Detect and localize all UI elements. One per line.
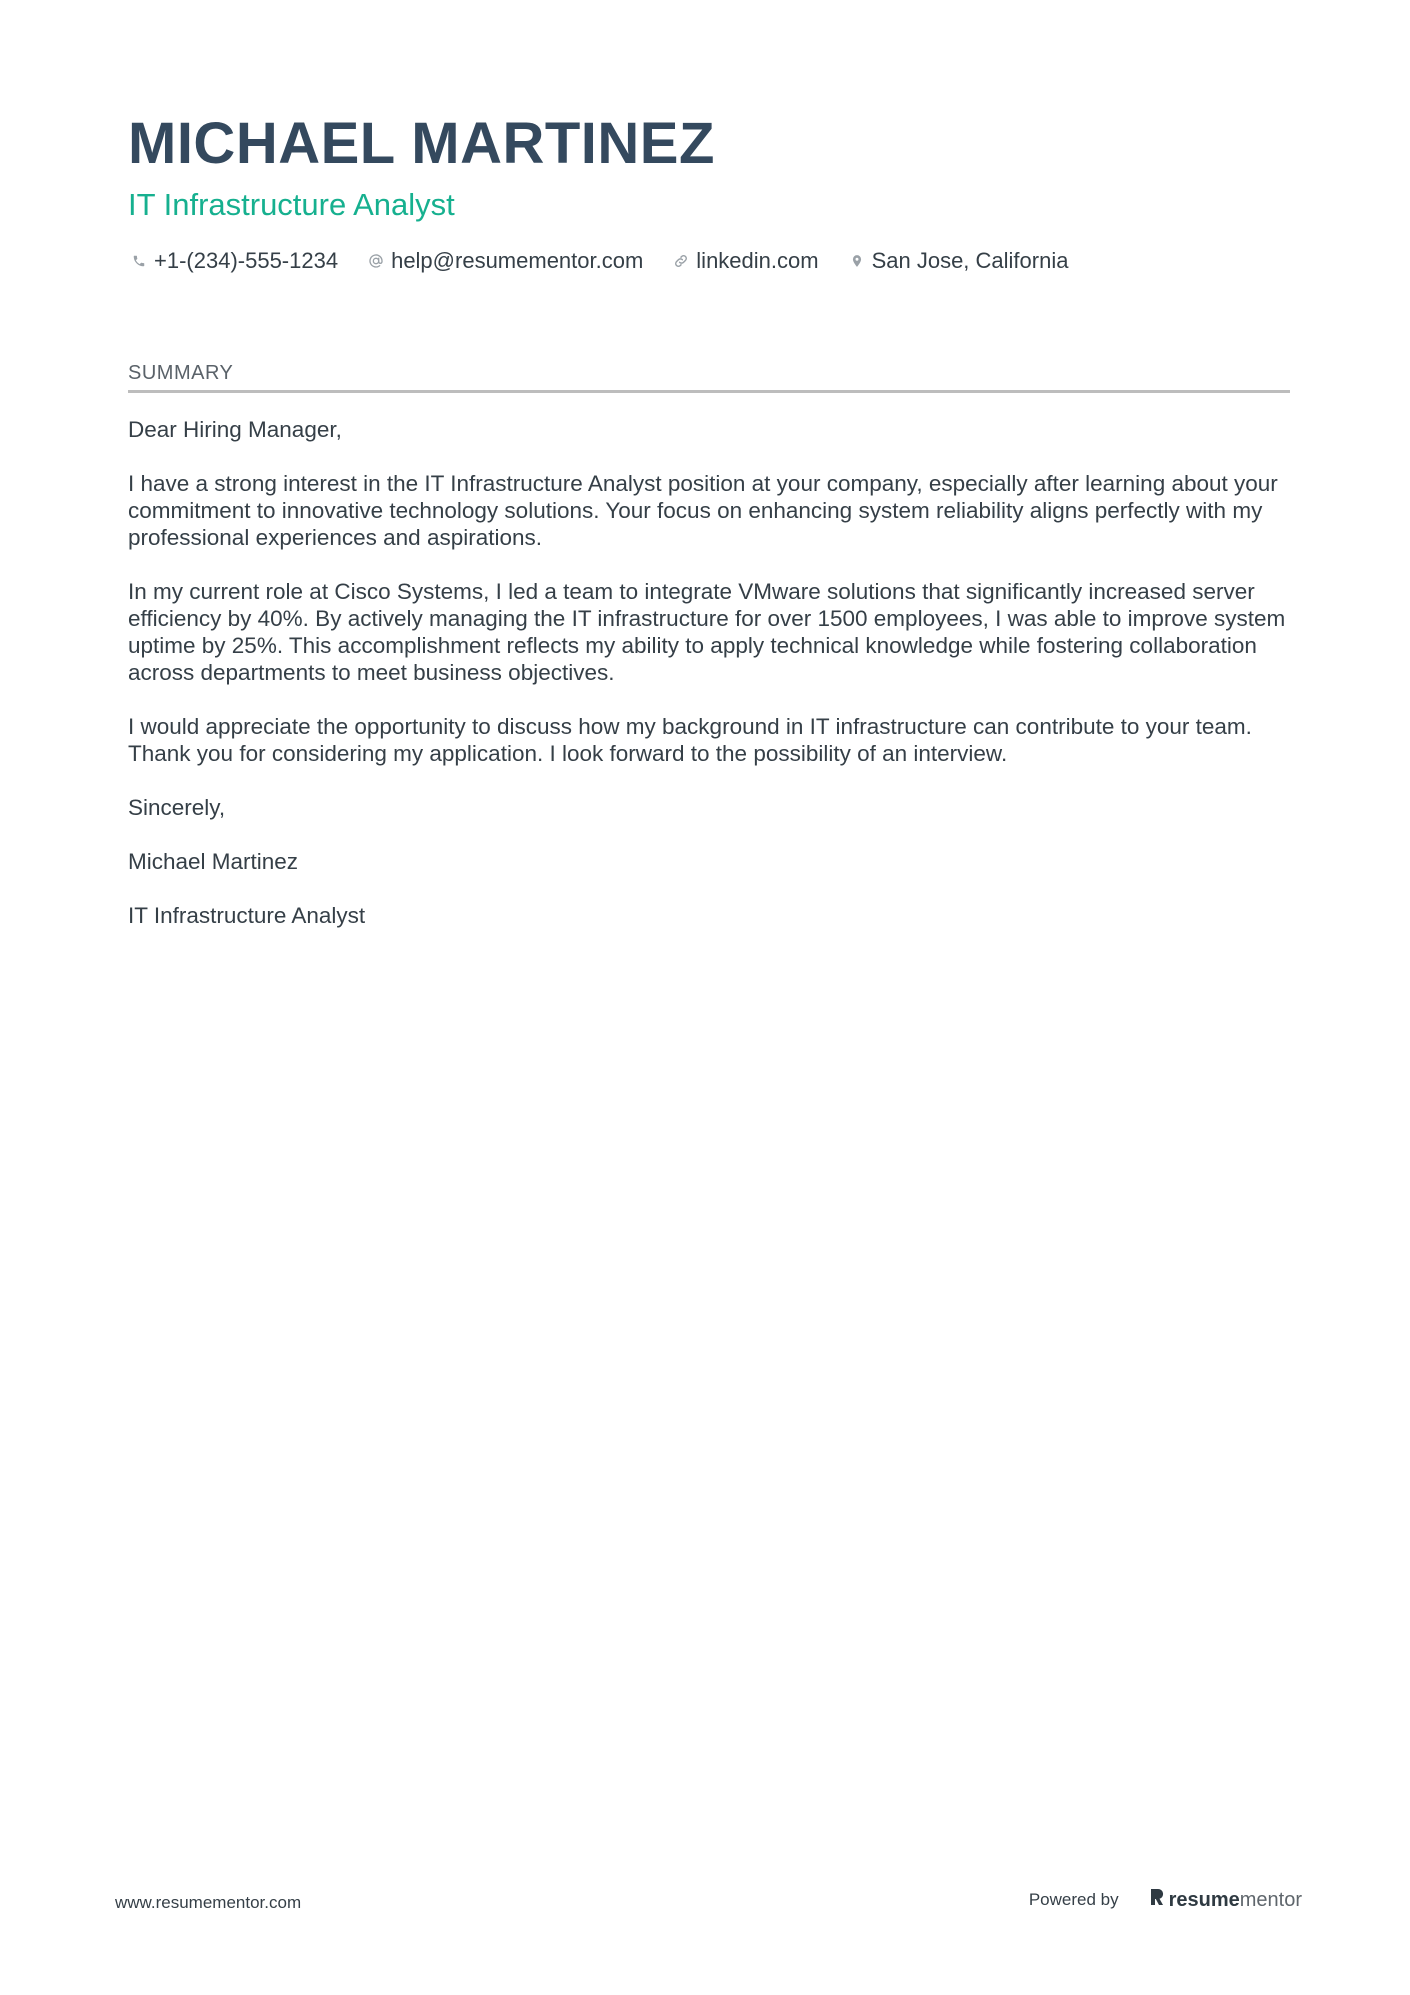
letter-paragraph: I would appreciate the opportunity to discuss how my background in IT infrastructure can contribute to your team. Thank you for considering my application. I look forward to the possibility of an interview. — [128, 714, 1252, 766]
candidate-title: IT Infrastructure Analyst — [128, 187, 455, 222]
location-pin-icon — [846, 250, 868, 272]
letter-greeting: Dear Hiring Manager, — [128, 417, 342, 442]
link-icon — [670, 250, 692, 272]
letter-paragraph: In my current role at Cisco Systems, I led a team to integrate VMware solutions that significantly increased server efficiency by 40%. By actively managing the IT infrastructure for over 1500 employees, I was able to improve system uptime by 25%. This accomplishment reflects my ability to apply technical knowledge while fostering collaboration across departments to meet business objectives. — [128, 579, 1286, 685]
contact-phone — [128, 244, 338, 278]
footer-website[interactable]: www.resumementor.com — [115, 1893, 302, 1912]
contact-email[interactable] — [365, 244, 643, 278]
brand-logo[interactable] — [1149, 1887, 1302, 1913]
summary-section-header — [128, 360, 1290, 393]
phone-icon — [128, 250, 150, 272]
letter-paragraph: I have a strong interest in the IT Infrastructure Analyst position at your company, especially after learning about your commitment to innovative technology solutions. Your focus on enhancing system reliability aligns perfectly with my professional experiences and aspirations. — [128, 471, 1278, 550]
contact-location-text: San Jose, California — [871, 248, 1069, 273]
powered-by-label: Powered by — [1028, 1890, 1119, 1909]
contact-linkedin[interactable] — [670, 244, 818, 278]
contact-linkedin-text[interactable]: linkedin.com — [696, 248, 819, 273]
resumementor-logo-icon — [1149, 1887, 1165, 1913]
footer-branding — [1029, 1887, 1302, 1913]
signature-title: IT Infrastructure Analyst — [128, 903, 366, 928]
contact-email-text[interactable]: help@resumementor.com — [391, 248, 644, 273]
contact-location — [846, 244, 1069, 278]
candidate-name: MICHAEL MARTINEZ — [128, 111, 715, 176]
brand-name-bold: resume — [1168, 1888, 1240, 1911]
section-title: SUMMARY — [128, 362, 234, 384]
letter-closing: Sincerely, — [128, 795, 226, 820]
contact-phone-text: +1-(234)-555-1234 — [154, 248, 339, 273]
signature-name: Michael Martinez — [128, 849, 299, 874]
contact-row — [128, 244, 1095, 278]
letter-body — [128, 416, 1290, 956]
at-icon — [365, 250, 387, 272]
brand-name-light: mentor — [1239, 1888, 1302, 1911]
